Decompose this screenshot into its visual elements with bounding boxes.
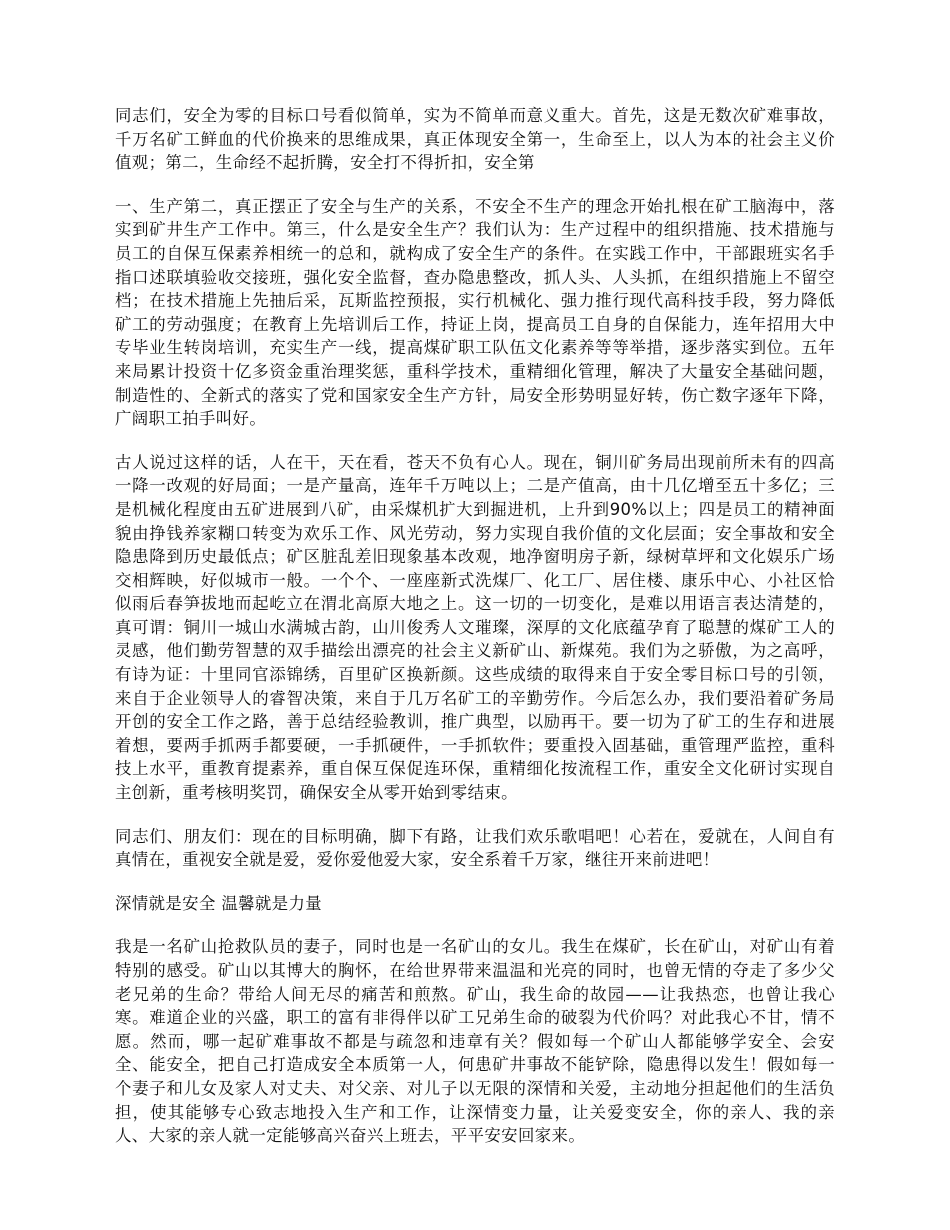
section-heading: 深情就是安全 温馨就是力量 bbox=[115, 893, 323, 913]
paragraph-1: 同志们，安全为零的目标口号看似简单，实为不简单而意义重大。首先，这是无数次矿难事故，千万名矿工鲜血的代价换来的思维成果，真正体现安全第一，生命至上，以人为本的社会主义价值观；第二，生命经不起折腾，安全打不得折扣，安全第 bbox=[115, 106, 835, 173]
document-page bbox=[115, 104, 835, 1168]
paragraph-4: 同志们、朋友们：现在的目标明确，脚下有路，让我们欢乐歌唱吧！心若在，爱就在，人间自有真情在，重视安全就是爱，爱你爱他爱大家，安全系着千万家，继往开来前进吧！ bbox=[115, 826, 835, 870]
paragraph-3: 古人说过这样的话，人在干，天在看，苍天不负有心人。现在，铜川矿务局出现前所未有的四高一降一改观的好局面；一是产量高，连年千万吨以上；二是产值高，由十几亿增至五十多亿；三是机械化程度由五矿进展到八矿，由采煤机扩大到掘进机，上升到90%以上；四是员工的精神面貌由挣钱养家糊口转变为欢乐工作、风光劳动，努力实现自我价值的文化层面；安全事故和安全隐患降到历史最低点；矿区脏乱差旧现象基本改观，地净窗明房子新，绿树草坪和文化娱乐广场交相辉映，好似城市一般。一个个、一座座新式洗煤厂、化工厂、居住楼、康乐中心、小社区恰似雨后春笋拔地而起屹立在渭北高原大地之上。这一切的一切变化，是难以用语言表达清楚的，真可谓：铜川一城山水满城古韵，山川俊秀人文璀璨，深厚的文化底蕴孕育了聪慧的煤矿工人的灵感，他们勤劳智慧的双手描绘出漂亮的社会主义新矿山、新煤苑。我们为之骄傲，为之高呼，有诗为证：十里同官添锦绣，百里矿区换新颜。这些成绩的取得来自于安全零目标口号的引领，来自于企业领导人的睿智决策，来自于几万名矿工的辛勤劳作。今后怎么办，我们要沿着矿务局开创的安全工作之路，善于总结经验教训，推广典型，以励再干。要一切为了矿工的生存和进展着想，要两手抓两手都要硬，一手抓硬件，一手抓软件；要重投入固基础，重管理严监控，重科技上水平，重教育提素养，重自保互保促连环保，重精细化按流程工作，重安全文化研讨实现自主创新，重考核明奖罚，确保安全从零开始到零结束。 bbox=[115, 452, 835, 803]
paragraph-2: 一、生产第二，真正摆正了安全与生产的关系，不安全不生产的理念开始扎根在矿工脑海中，落实到矿井生产工作中。第三，什么是安全生产？我们认为：生产过程中的组织措施、技术措施与员工的自保互保素养相统一的总和，就构成了安全生产的条件。在实践工作中，干部跟班实名手指口述联填验收交接班，强化安全监督，查办隐患整改，抓人头、人头抓，在组织措施上不留空档；在技术措施上先抽后采，瓦斯监控预报，实行机械化、强力推行现代高科技手段，努力降低矿工的劳动强度；在教育上先培训后工作，持证上岗，提高员工自身的自保能力，连年招用大中专毕业生转岗培训，充实生产一线，提高煤矿职工队伍文化素养等等举措，逐步落实到位。五年来局累计投资十亿多资金重治理奖惩，重科学技术，重精细化管理，解决了大量安全基础问题，制造性的、全新式的落实了党和国家安全生产方针，局安全形势明显好转，伤亡数字逐年下降，广阔职工拍手叫好。 bbox=[115, 196, 835, 429]
paragraph-5: 我是一名矿山抢救队员的妻子，同时也是一名矿山的女儿。我生在煤矿，长在矿山，对矿山有着特别的感受。矿山以其博大的胸怀，在给世界带来温温和光亮的同时，也曾无情的夺走了多少父老兄弟的生命？带给人间无尽的痛苦和煎熬。矿山，我生命的故园——让我热恋，也曾让我心寒。难道企业的兴盛，职工的富有非得伴以矿工兄弟生命的破裂为代价吗？对此我心不甘，情不愿。然而，哪一起矿难事故不都是与疏忽和违章有关？假如每一个矿山人都能够学安全、会安全、能安全，把自己打造成安全本质第一人，何患矿井事故不能铲除，隐患得以发生！假如每一个妻子和儿女及家人对丈夫、对父亲、对儿子以无限的深情和关爱，主动地分担起他们的生活负担，使其能够专心致志地投入生产和工作，让深情变力量，让关爱变安全，你的亲人、我的亲人、大家的亲人就一定能够高兴奋兴上班去，平平安安回家来。 bbox=[115, 937, 835, 1146]
